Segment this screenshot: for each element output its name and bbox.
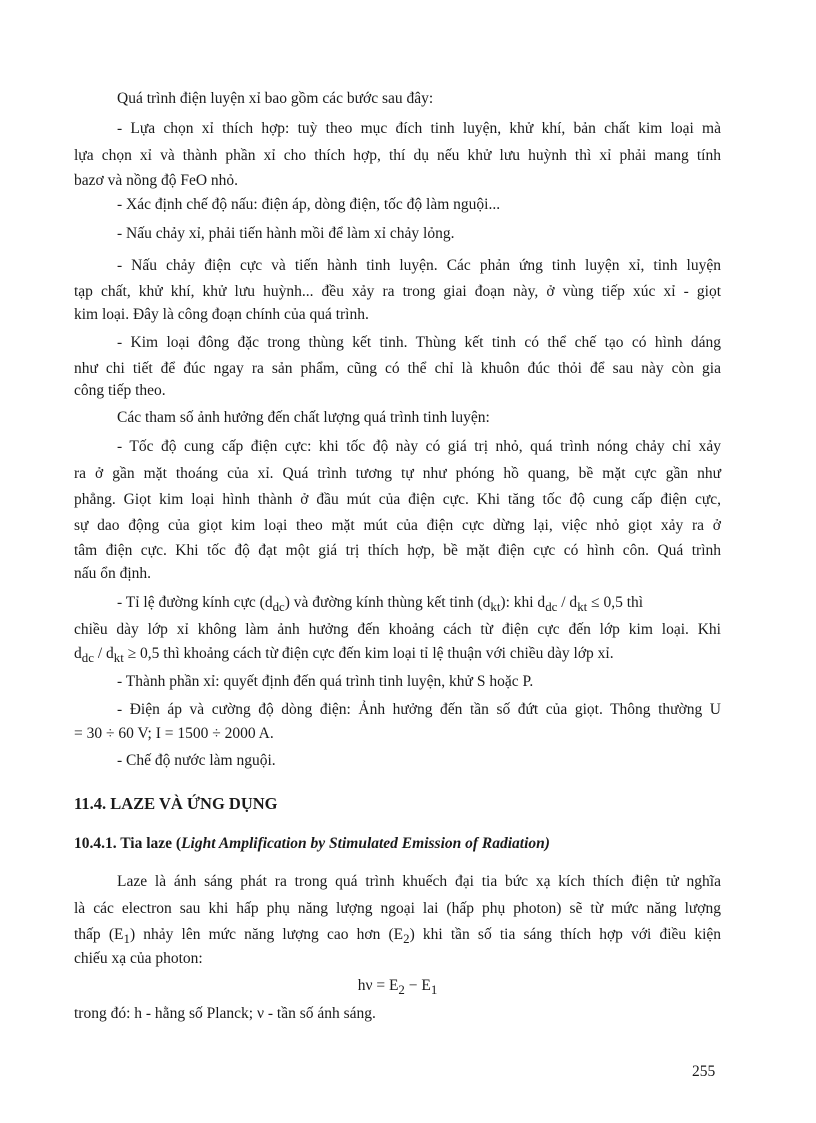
paragraph-line: tạp chất, khử khí, khử lưu huỳnh... đều xảy ra trong giai đoạn này, ở vùng tiếp xúc xỉ - giọt xyxy=(74,283,721,300)
text-run: d xyxy=(74,645,82,662)
paragraph-line: Các tham số ảnh hưởng đến chất lượng quá trình tinh luyện: xyxy=(117,409,490,426)
paragraph-line: - Lựa chọn xỉ thích hợp: tuỳ theo mục đích tinh luyện, khử khí, bản chất kim loại mà xyxy=(117,120,721,137)
subscript: 1 xyxy=(430,982,438,998)
paragraph-line: - Kim loại đông đặc trong thùng kết tinh. Thùng kết tinh có thể chế tạo có hình dáng xyxy=(117,334,721,351)
subscript: 2 xyxy=(403,931,410,947)
page-number: 255 xyxy=(692,1063,716,1080)
paragraph-line: - Thành phần xỉ: quyết định đến quá trình tinh luyện, khử S hoặc P. xyxy=(117,673,534,690)
subscript: kt xyxy=(113,650,124,666)
text-run: hν = E xyxy=(357,977,399,994)
subscript: dc xyxy=(545,599,558,615)
subscript: kt xyxy=(490,599,501,615)
paragraph-line: - Nấu chảy xỉ, phải tiến hành mồi để làm xỉ chảy lỏng. xyxy=(117,225,455,242)
paragraph-line: - Xác định chế độ nấu: điện áp, dòng điện, tốc độ làm nguội... xyxy=(117,196,501,213)
paragraph-line: trong đó: h - hằng số Planck; ν - tần số ánh sáng. xyxy=(74,1005,376,1022)
paragraph-line: là các electron sau khi hấp phụ năng lượng ngoại lai (hấp phụ photon) sẽ từ mức năng lượng xyxy=(74,900,721,917)
text-run: ) khi tần số tia sáng thích hợp với điều kiện xyxy=(409,926,722,943)
text-run: ) và đường kính thùng kết tinh (d xyxy=(284,594,491,611)
paragraph-line: tâm điện cực. Khi tốc độ đạt một giá trị thích hợp, bề mặt điện cực có hình côn. Quá trình xyxy=(74,542,721,559)
subscript: 1 xyxy=(123,931,130,947)
paragraph-line: phẳng. Giọt kim loại hình thành ở đầu mút của điện cực. Khi tăng tốc độ cung cấp điện cực, xyxy=(74,491,721,508)
subsection-number-title: 10.4.1. Tia laze ( xyxy=(74,835,182,852)
paragraph-line: chiếu xạ của photon: xyxy=(74,950,203,967)
paragraph-line: - Nấu chảy điện cực và tiến hành tinh luyện. Các phản ứng tinh luyện xỉ, tinh luyện xyxy=(117,257,721,274)
subscript: 2 xyxy=(398,982,405,998)
paragraph-line: ra ở gần mặt thoáng của xỉ. Quá trình tương tự như phóng hồ quang, bề mặt cực gần như xyxy=(74,465,721,482)
subsection-italic-title: Light Amplification by Stimulated Emission of Radiation) xyxy=(181,835,550,852)
subscript: kt xyxy=(577,599,588,615)
paragraph-line: Quá trình điện luyện xỉ bao gồm các bước sau đây: xyxy=(117,90,434,107)
paragraph-line: - Tốc độ cung cấp điện cực: khi tốc độ này có giá trị nhỏ, quá trình nóng chảy chỉ xảy xyxy=(117,438,721,455)
paragraph-line: lựa chọn xỉ và thành phần xỉ cho thích hợp, thí dụ nếu khử lưu huỳnh thì xỉ phải mang tính xyxy=(74,147,721,164)
text-run: − E xyxy=(404,977,431,994)
text-run: ): khi d xyxy=(500,594,546,611)
subscript: dc xyxy=(81,650,94,666)
subsection-heading xyxy=(74,833,721,855)
paragraph-line xyxy=(74,924,721,950)
paragraph-line: - Điện áp và cường độ dòng điện: Ảnh hưởng đến tần số đứt của giọt. Thông thường U xyxy=(117,701,721,718)
paragraph-line: bazơ và nồng độ FeO nhỏ. xyxy=(74,172,239,189)
text-run: thấp (E xyxy=(74,926,124,943)
paragraph-line: sự dao động của giọt kim loại theo mặt mút của điện cực dừng lại, việc nhỏ giọt xảy ra ở xyxy=(74,517,721,534)
subscript: dc xyxy=(272,599,285,615)
paragraph-line xyxy=(117,592,721,618)
paragraph-line: = 30 ÷ 60 V; I = 1500 ÷ 2000 A. xyxy=(74,725,274,742)
text-run: ) nhảy lên mức năng lượng cao hơn (E xyxy=(129,926,404,943)
paragraph-line: kim loại. Đây là công đoạn chính của quá trình. xyxy=(74,306,369,323)
paragraph-line: công tiếp theo. xyxy=(74,382,166,399)
paragraph-line: Laze là ánh sáng phát ra trong quá trình khuếch đại tia bức xạ kích thích điện tử nghĩa xyxy=(117,873,721,890)
paragraph-line: nấu ổn định. xyxy=(74,565,152,582)
equation xyxy=(74,975,721,1001)
text-run: / d xyxy=(93,645,114,662)
text-run: ≤ 0,5 thì xyxy=(587,594,644,611)
text-run: - Tỉ lệ đường kính cực (d xyxy=(117,594,273,611)
text-run: ≥ 0,5 thì khoảng cách từ điện cực đến kim loại tỉ lệ thuận với chiều dày lớp xỉ. xyxy=(123,645,614,662)
paragraph-line: chiều dày lớp xỉ không làm ảnh hưởng đến khoảng cách từ điện cực đến lớp kim loại. Khi xyxy=(74,621,721,638)
section-heading: 11.4. LAZE VÀ ỨNG DỤNG xyxy=(74,794,278,813)
paragraph-line xyxy=(74,643,721,669)
paragraph-line: như chi tiết để đúc ngay ra sản phẩm, cũng có thể chỉ là khuôn đúc thỏi để sau này còn gia xyxy=(74,360,721,377)
text-run: / d xyxy=(557,594,578,611)
paragraph-line: - Chế độ nước làm nguội. xyxy=(117,752,276,769)
